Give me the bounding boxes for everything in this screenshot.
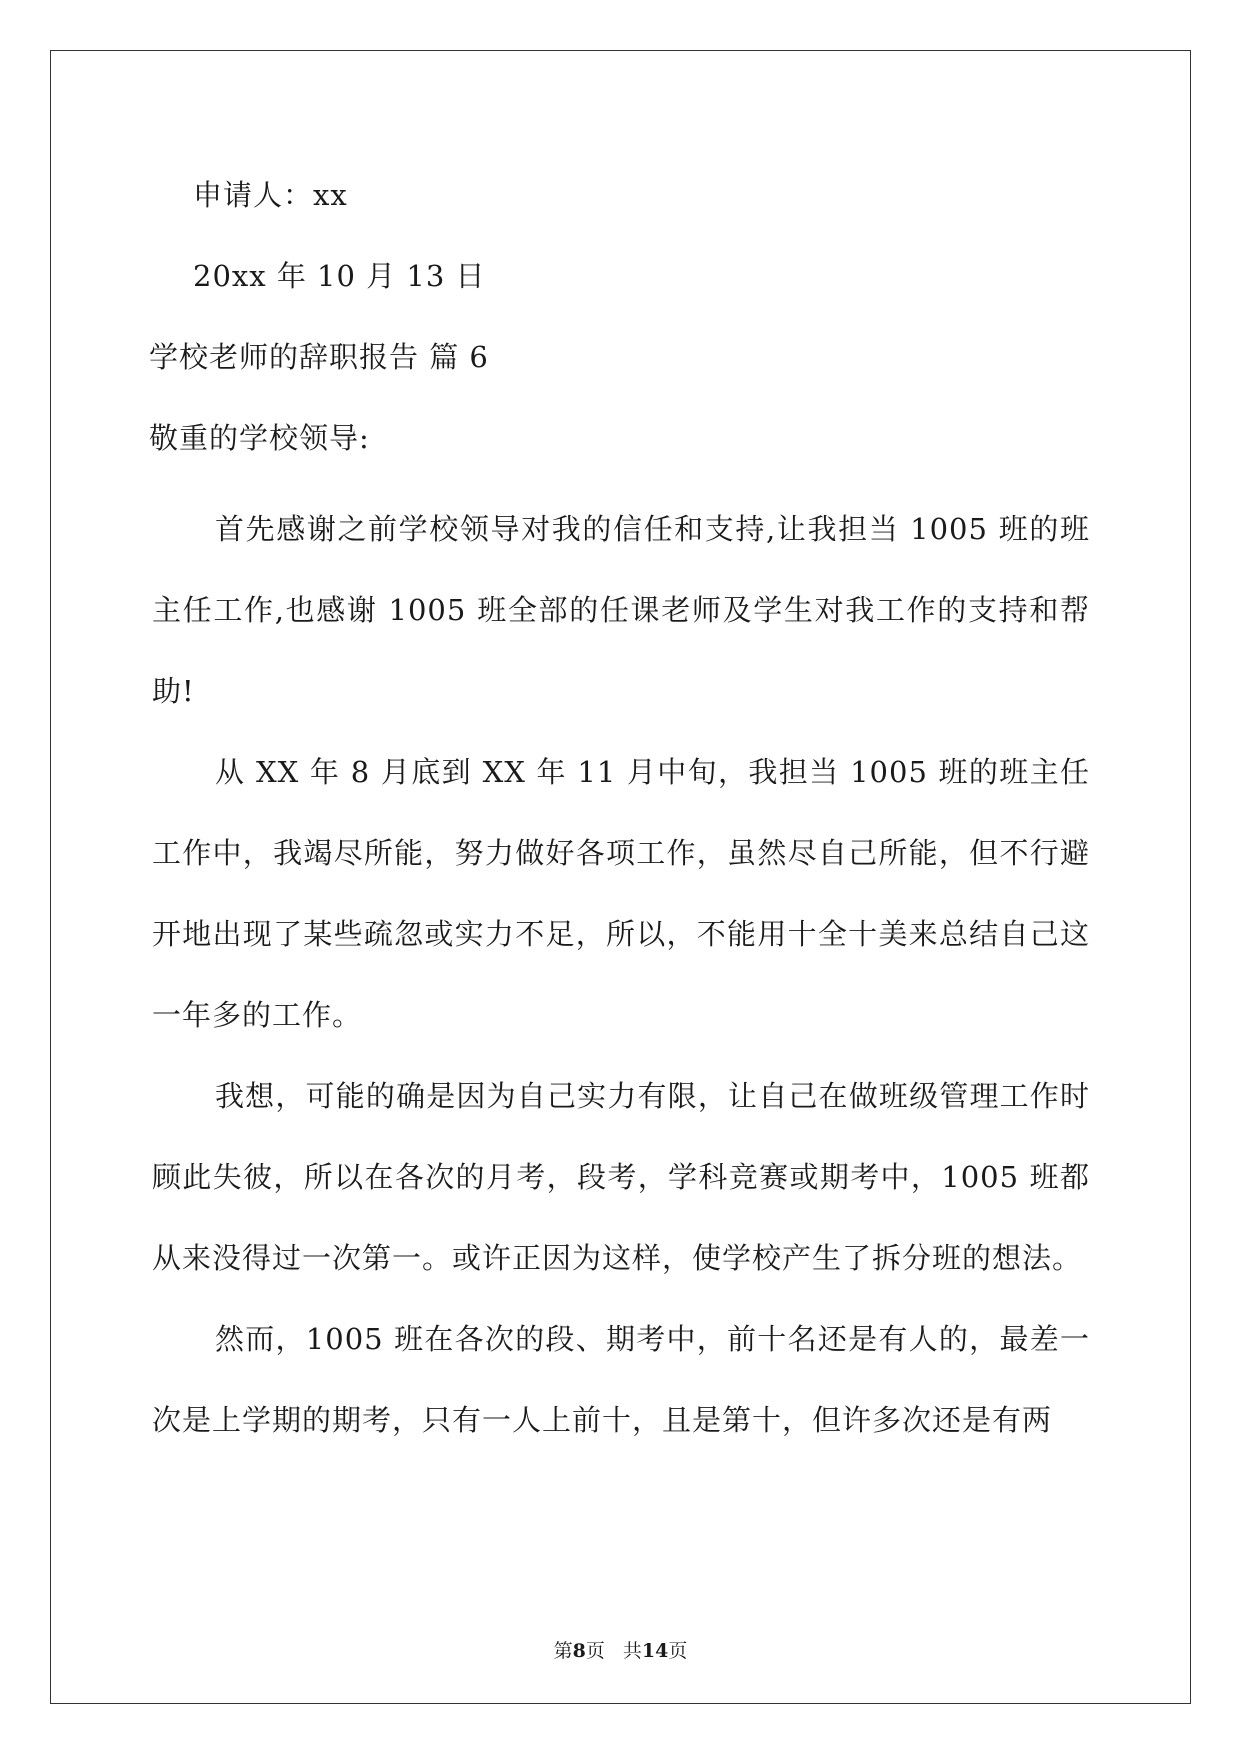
section-title: 学校老师的辞职报告 篇 6 <box>149 340 489 374</box>
page-footer <box>0 1636 1241 1663</box>
paragraph-1: 首先感谢之前学校领导对我的信任和支持,让我担当 1005 班的班主任工作,也感谢 1005 班全部的任课老师及学生对我工作的支持和帮助! <box>152 512 1090 708</box>
paragraph-3: 我想，可能的确是因为自己实力有限，让自己在做班级管理工作时顾此失彼，所以在各次的月考，段考，学科竞赛或期考中，1005 班都从来没得过一次第一。或许正因为这样，使学校产生了拆分班的想法。 <box>152 1079 1090 1275</box>
paragraph-2: 从 XX 年 8 月底到 XX 年 11 月中旬，我担当 1005 班的班主任工作中，我竭尽所能，努力做好各项工作，虽然尽自己所能，但不行避开地出现了某些疏忽或实力不足，所以，不能用十全十美来总结自己这一年多的工作。 <box>152 755 1090 1032</box>
page-current: 8 <box>572 1640 586 1662</box>
page-suffix: 页 <box>585 1640 605 1662</box>
applicant-line: 申请人：xx <box>193 178 348 212</box>
page-total: 14 <box>641 1640 669 1662</box>
total-suffix: 页 <box>668 1640 688 1662</box>
date-line: 20xx 年 10 月 13 日 <box>193 259 486 293</box>
document-body <box>149 165 1090 1461</box>
paragraph-4: 然而，1005 班在各次的段、期考中，前十名还是有人的，最差一次是上学期的期考，只有一人上前十，且是第十，但许多次还是有两 <box>152 1322 1090 1437</box>
total-prefix: 共 <box>622 1640 642 1662</box>
salutation: 敬重的学校领导: <box>149 421 370 455</box>
page-prefix: 第 <box>553 1640 573 1662</box>
